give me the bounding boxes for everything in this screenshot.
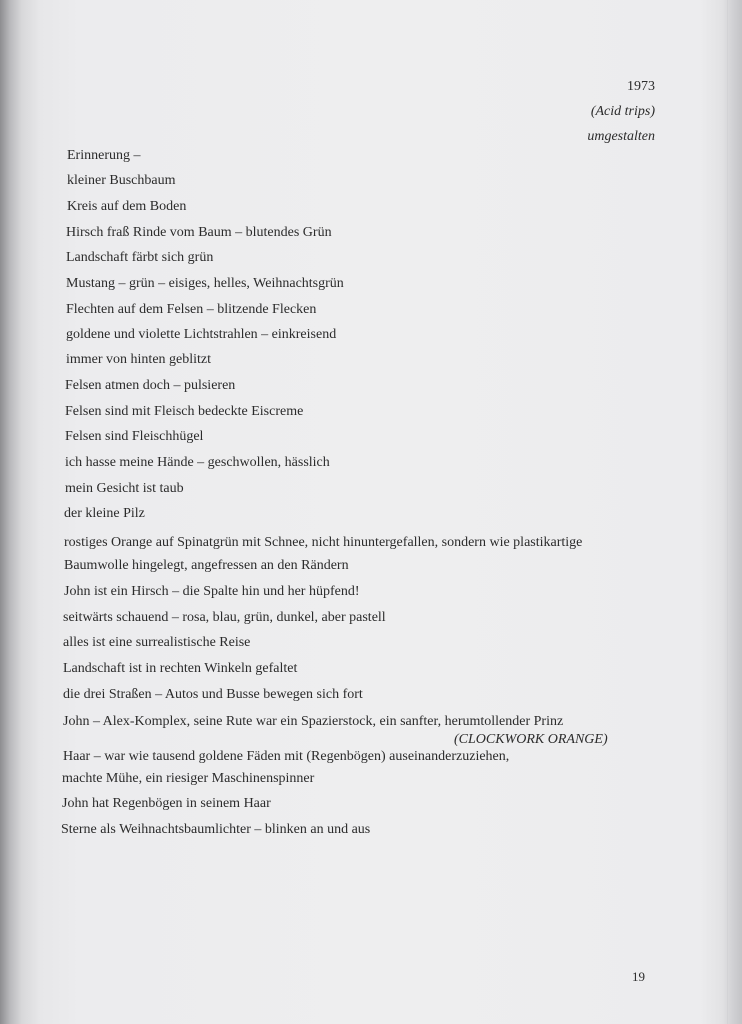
poem-line: Hirsch fraß Rinde vom Baum – blutendes Grün <box>66 225 332 240</box>
poem-line: der kleine Pilz <box>64 506 145 521</box>
poem-line: Haar – war wie tausend goldene Fäden mit (Regenbögen) auseinanderzuziehen, <box>63 749 510 764</box>
poem-line: Flechten auf dem Felsen – blitzende Flecken <box>66 302 317 317</box>
poem-line: seitwärts schauend – rosa, blau, grün, dunkel, aber pastell <box>63 610 386 625</box>
poem-line: immer von hinten geblitzt <box>66 352 212 367</box>
poem-line: Erinnerung – <box>67 148 141 163</box>
poem-line: Baumwolle hingelegt, angefressen an den Rändern <box>64 558 349 573</box>
poem-line: die drei Straßen – Autos und Busse bewegen sich fort <box>63 687 363 702</box>
poem-line: ich hasse meine Hände – geschwollen, hässlich <box>65 455 330 470</box>
poem-line: Landschaft ist in rechten Winkeln gefaltet <box>63 661 298 676</box>
poem-line: John – Alex-Komplex, seine Rute war ein Spazierstock, ein sanfter, herumtollender Prinz <box>63 714 564 729</box>
poem-line: Felsen atmen doch – pulsieren <box>65 378 236 393</box>
poem-line: Landschaft färbt sich grün <box>66 250 214 265</box>
poem-line: Sterne als Weihnachtsbaumlichter – blinken an und aus <box>61 822 371 837</box>
poem-line: kleiner Buschbaum <box>67 173 176 188</box>
poem-line: Felsen sind Fleischhügel <box>65 429 204 444</box>
poem-line: Kreis auf dem Boden <box>67 199 187 214</box>
poem-line: Mustang – grün – eisiges, helles, Weihnachtsgrün <box>66 276 344 291</box>
poem-line: machte Mühe, ein riesiger Maschinenspinner <box>62 771 315 786</box>
page-number: 19 <box>632 969 645 984</box>
poem-line: Felsen sind mit Fleisch bedeckte Eiscreme <box>65 404 304 419</box>
poem-line: John hat Regenbögen in seinem Haar <box>62 796 271 811</box>
poem-label: umgestalten <box>587 129 655 144</box>
poem-subtitle: (Acid trips) <box>590 104 655 119</box>
clockwork-orange-note: (CLOCKWORK ORANGE) <box>454 732 608 747</box>
poem-line: rostiges Orange auf Spinatgrün mit Schnee, nicht hinuntergefallen, sondern wie plastikartige <box>64 535 583 550</box>
poem-year: 1973 <box>627 79 655 94</box>
poem-line: John ist ein Hirsch – die Spalte hin und her hüpfend! <box>64 584 360 599</box>
poem-line: goldene und violette Lichtstrahlen – einkreisend <box>66 327 337 342</box>
poem-line: mein Gesicht ist taub <box>65 481 184 496</box>
poem-line: alles ist eine surrealistische Reise <box>63 635 251 650</box>
